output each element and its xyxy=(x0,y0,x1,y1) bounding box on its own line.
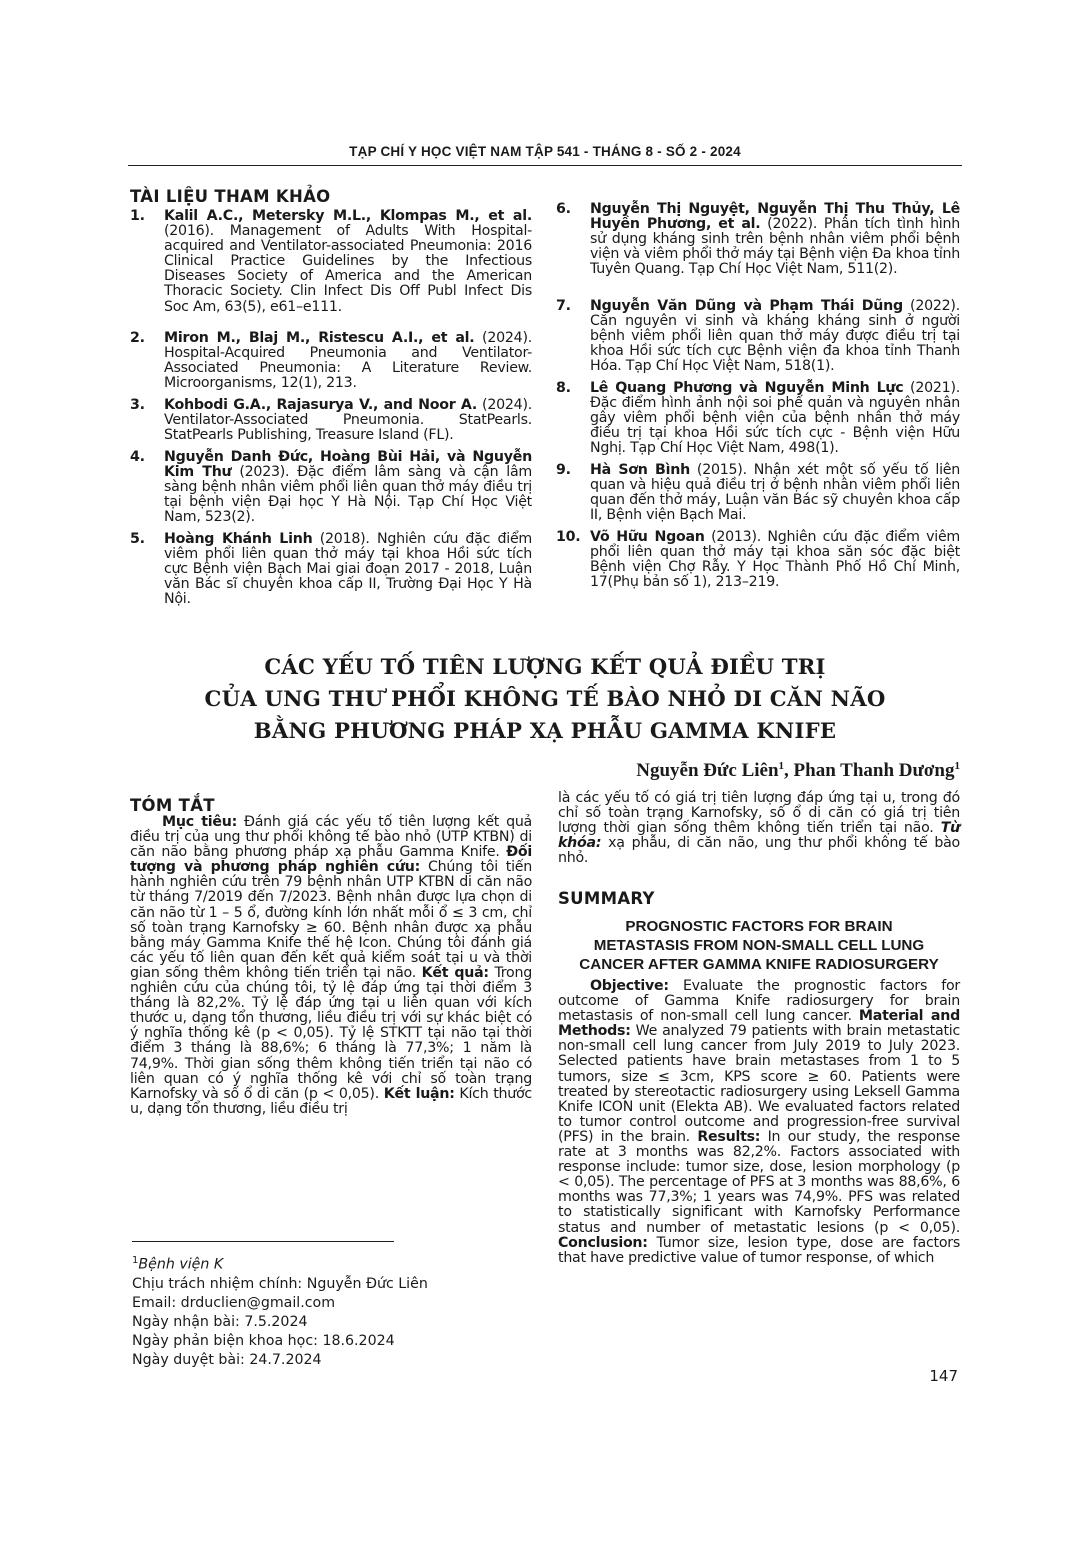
reference-number: 1. xyxy=(130,208,145,224)
summary-vi-body xyxy=(130,815,532,1117)
footnote-rule xyxy=(132,1241,394,1242)
author-name: Phan Thanh Dương xyxy=(793,760,955,781)
methods-label: Đối tượng và phương pháp nghiên cứu: xyxy=(130,844,532,876)
keywords-text: xạ phẫu, di căn não, ung thư phổi không tế bào nhỏ. xyxy=(558,835,960,867)
author-line xyxy=(636,760,960,782)
objective-label: Mục tiêu: xyxy=(162,814,238,830)
reference-authors: Hà Sơn Bình xyxy=(590,462,690,478)
summary-en-title-line: METASTASIS FROM NON-SMALL CELL LUNG xyxy=(593,937,925,955)
reference-item xyxy=(556,381,960,456)
article-title-line: CỦA UNG THƯ PHỔI KHÔNG TẾ BÀO NHỎ DI CĂN NÃO xyxy=(204,686,886,711)
responsible-author: Chịu trách nhiệm chính: Nguyễn Đức Liên xyxy=(132,1275,428,1292)
affiliation-text: Bệnh viện K xyxy=(138,1256,224,1273)
reference-authors: Nguyễn Văn Dũng và Phạm Thái Dũng xyxy=(590,298,903,314)
author-name: Nguyễn Đức Liên xyxy=(636,760,779,781)
reference-text xyxy=(164,398,532,443)
reference-number: 10. xyxy=(556,529,581,545)
keywords-label: Từ khóa: xyxy=(558,820,960,852)
results-label: Results: xyxy=(697,1128,761,1145)
reference-details: (2016). Management of Adults With Hospital-acquired and Ventilator-associated Pneumonia: 2016 Clinical Practice Guidelines by the Infectious Diseases Society of America and the American Thoracic Society. Clin Infect Dis Off Publ Infect Dis Soc Am, 63(5), e61–e111. xyxy=(164,223,532,315)
date-accepted: Ngày duyệt bài: 24.7.2024 xyxy=(132,1351,322,1368)
reference-details: (2021). Đặc điểm hình ảnh nội soi phế quản và nguyên nhân gây viêm phổi bệnh viện của bệnh nhân thở máy điều trị tại khoa Hồi sức tích cực - Bệnh viện Hữu Nghị. Tạp Chí Học Việt Nam, 498(1). xyxy=(590,380,960,457)
conclusion-text: Tumor size, lesion type, dose are factors that have predictive value of tumor response, of which xyxy=(558,1234,960,1266)
affiliation-mark: 1 xyxy=(132,1255,139,1266)
reference-details: (2013). Nghiên cứu đặc điểm viêm phổi liên quan thở máy tại khoa săn sóc đặc biệt Bệnh viện Chợ Rẫy. Y Học Thành Phố Hồ Chí Minh, 17(Phụ bản số 1), 213–219. xyxy=(590,529,960,591)
contact-email: Email: drduclien@gmail.com xyxy=(132,1294,336,1311)
page-number: 147 xyxy=(929,1367,958,1385)
objective-text: Evaluate the prognostic factors for outcome of Gamma Knife radiosurgery for brain metastasis of non-small cell lung cancer. xyxy=(558,978,960,1025)
methods-text: Chúng tôi tiến hành nghiên cứu trên 79 bệnh nhân UTP KTBN di căn não từ tháng 7/2019 đến 7/2023. Bệnh nhân được lựa chọn di căn não từ 1 – 5 ổ, đường kính lớn nhất mỗi ổ ≤ 3 cm, chỉ số toàn trạng Karnofsky ≥ 60. Bệnh nhân được xạ phẫu bằng máy Gamma Knife thế hệ Icon. Chúng tôi đánh giá các yếu tố liên quan đến kết quả kiểm soát tại u và thời gian sống thêm không tiến triển tại não. xyxy=(130,859,532,981)
reference-authors: Kohbodi G.A., Rajasurya V., and Noor A. xyxy=(164,397,478,413)
reference-details: (2024). Ventilator-Associated Pneumonia. StatPearls. StatPearls Publishing, Treasure Island (FL). xyxy=(164,397,532,444)
conclusion-label: Conclusion: xyxy=(558,1234,648,1251)
reference-item xyxy=(556,202,960,277)
reference-text xyxy=(590,202,960,277)
reference-text xyxy=(164,532,532,607)
reference-authors: Kalil A.C., Metersky M.L., Klompas M., et al. xyxy=(164,208,532,224)
date-received: Ngày nhận bài: 7.5.2024 xyxy=(132,1313,308,1330)
summary-en-title xyxy=(558,917,960,975)
reference-details: (2015). Nhận xét một số yếu tố liên quan và hiệu quả điều trị ở bệnh nhân viêm phổi liên quan đến thở máy, Luận văn Bác sỹ chuyên khoa cấp II, Bệnh viện Bạch Mai. xyxy=(590,462,960,524)
conclusion-text-part1: Kích thước u, dạng tổn thương, liều điều trị xyxy=(130,1085,532,1117)
reference-text xyxy=(164,331,532,391)
results-text: Trong nghiên cứu của chúng tôi, tỷ lệ đáp ứng tại thời điểm 3 tháng là 82,2%. Tỷ lệ đáp ứng tại u liên quan với kích thước u, dạng tổn thương, liều điều trị với sự khác biệt có ý nghĩa thống kê (p < 0,05). Tỷ lệ STKTT tại não tại thời điểm 3 tháng là 88,6%; 6 tháng là 77,3%; 1 năm là 74,9%. Thời gian sống thêm không tiến triển tại não có liên quan có ý nghĩa thống kê với chỉ số toàn trạng Karnofsky và số ổ di căn (p < 0,05). xyxy=(130,964,532,1102)
reference-text xyxy=(590,299,960,374)
article-title xyxy=(128,651,962,747)
reference-text xyxy=(164,450,532,525)
reference-number: 4. xyxy=(130,449,145,465)
reference-number: 7. xyxy=(556,298,571,314)
reference-item xyxy=(130,331,532,391)
date-reviewed: Ngày phản biện khoa học: 18.6.2024 xyxy=(132,1332,395,1349)
reference-item xyxy=(130,398,532,443)
reference-item xyxy=(130,450,532,525)
header-rule xyxy=(128,165,962,166)
reference-item xyxy=(556,299,960,374)
reference-item xyxy=(556,463,960,523)
summary-en-title-line: PROGNOSTIC FACTORS FOR BRAIN xyxy=(625,918,893,935)
reference-details: (2018). Nghiên cứu đặc điểm viêm phổi liên quan thở máy tại khoa Hồi sức tích cực Bệnh viện Bạch Mai giai đoạn 2017 - 2018, Luận văn Bác sĩ chuyên khoa cấp II, Trường Đại Học Y Hà Nội. xyxy=(164,531,532,608)
reference-number: 9. xyxy=(556,462,571,478)
conclusion-label: Kết luận: xyxy=(383,1085,455,1102)
reference-text xyxy=(590,381,960,456)
methods-label: Material and Methods: xyxy=(558,1008,960,1040)
reference-number: 6. xyxy=(556,201,571,217)
reference-number: 2. xyxy=(130,330,145,346)
conclusion-text-part2: là các yếu tố có giá trị tiên lượng đáp ứng tại u, trong đó chỉ số toàn trạng Karnofsky, số ổ di căn có giá trị tiên lượng thời gian sống thêm không tiến triển tại não. xyxy=(558,790,960,837)
article-title-line: CÁC YẾU TỐ TIÊN LƯỢNG KẾT QUẢ ĐIỀU TRỊ xyxy=(264,654,826,679)
results-text: In our study, the response rate at 3 months was 82,2%. Factors associated with response include: tumor size, dose, lesion morphology (p < 0,05). The percentage of PFS at 3 months was 88,6%, 6 months was 77,3%; 1 years was 74,9%. PFS was related to statistically significant with Karnofsky Performance status and number of metastatic lesions (p < 0,05). xyxy=(558,1128,960,1236)
reference-authors: Nguyễn Danh Đức, Hoàng Bùi Hải, và Nguyễn Kim Thư xyxy=(164,449,532,481)
summary-en-title-line: CANCER AFTER GAMMA KNIFE RADIOSURGERY xyxy=(579,956,939,974)
reference-item xyxy=(556,530,960,590)
summary-vi-continued xyxy=(558,791,960,866)
author-affiliation-mark: 1 xyxy=(778,760,785,772)
article-title-line: BẰNG PHƯƠNG PHÁP XẠ PHẪU GAMMA KNIFE xyxy=(253,718,837,743)
reference-authors: Lê Quang Phương và Nguyễn Minh Lực xyxy=(590,380,904,396)
footnote xyxy=(132,1251,428,1370)
reference-text xyxy=(590,530,960,590)
objective-text: Đánh giá các yếu tố tiên lượng kết quả điều trị của ung thư phổi không tế bào nhỏ (UTP KTBN) di căn não bằng phương pháp xạ phẫu Gamma Knife. xyxy=(130,814,533,861)
journal-header: TẠP CHÍ Y HỌC VIỆT NAM TẬP 541 - THÁNG 8 - SỐ 2 - 2024 xyxy=(349,144,741,159)
reference-authors: Nguyễn Thị Nguyệt, Nguyễn Thị Thu Thủy, Lê Huyền Phương, et al. xyxy=(590,201,960,233)
reference-number: 5. xyxy=(130,531,145,547)
summary-en-heading: SUMMARY xyxy=(558,889,655,908)
reference-authors: Võ Hữu Ngoan xyxy=(590,529,705,545)
references-heading: TÀI LIỆU THAM KHẢO xyxy=(130,187,331,206)
reference-authors: Miron M., Blaj M., Ristescu A.I., et al. xyxy=(164,330,475,346)
reference-authors: Hoàng Khánh Linh xyxy=(164,531,313,547)
author-separator: , xyxy=(784,760,794,781)
reference-details: (2022). Căn nguyên vi sinh và kháng kháng sinh ở người bệnh viêm phổi liên quan thở máy được điều trị tại khoa Hồi sức tích cực Bệnh viện đa khoa tỉnh Thanh Hóa. Tạp Chí Học Việt Nam, 518(1). xyxy=(590,298,960,375)
summary-en-body xyxy=(558,979,960,1266)
objective-label: Objective: xyxy=(590,978,669,994)
reference-item xyxy=(130,532,532,607)
reference-text xyxy=(164,209,532,315)
results-label: Kết quả: xyxy=(421,964,489,981)
methods-text: We analyzed 79 patients with brain metastatic non-small cell lung cancer from July 2019 to July 2023. Selected patients have brain metastases from 1 to 5 tumors, size ≤ 3cm, KPS score ≥ 60. Patients were treated by stereotactic radiosurgery using Leksell Gamma Knife ICON unit (Elekta AB). We evaluated factors related to tumor control outcome and progression-free survival (PFS) in the brain. xyxy=(558,1023,960,1145)
author-affiliation-mark: 1 xyxy=(954,760,960,772)
reference-details: (2022). Phân tích tình hình sử dụng kháng sinh trên bệnh nhân viêm phổi bệnh viện và viêm phổi thở máy tại Bệnh viện Đa khoa tỉnh Tuyên Quang. Tạp Chí Học Việt Nam, 511(2). xyxy=(590,216,960,278)
reference-item xyxy=(130,209,532,315)
summary-vi-heading: TÓM TẮT xyxy=(130,796,215,815)
reference-number: 8. xyxy=(556,380,571,396)
reference-text xyxy=(590,463,960,523)
reference-details: (2024). Hospital-Acquired Pneumonia and Ventilator-Associated Pneumonia: A Literature Review. Microorganisms, 12(1), 213. xyxy=(164,330,532,392)
reference-details: (2023). Đặc điểm lâm sàng và cận lâm sàng bệnh nhân viêm phổi liên quan thở máy điều trị tại bệnh viện Đại học Y Hà Nội. Tạp Chí Học Việt Nam, 523(2). xyxy=(164,464,532,526)
affiliation xyxy=(132,1251,428,1275)
reference-number: 3. xyxy=(130,397,145,413)
